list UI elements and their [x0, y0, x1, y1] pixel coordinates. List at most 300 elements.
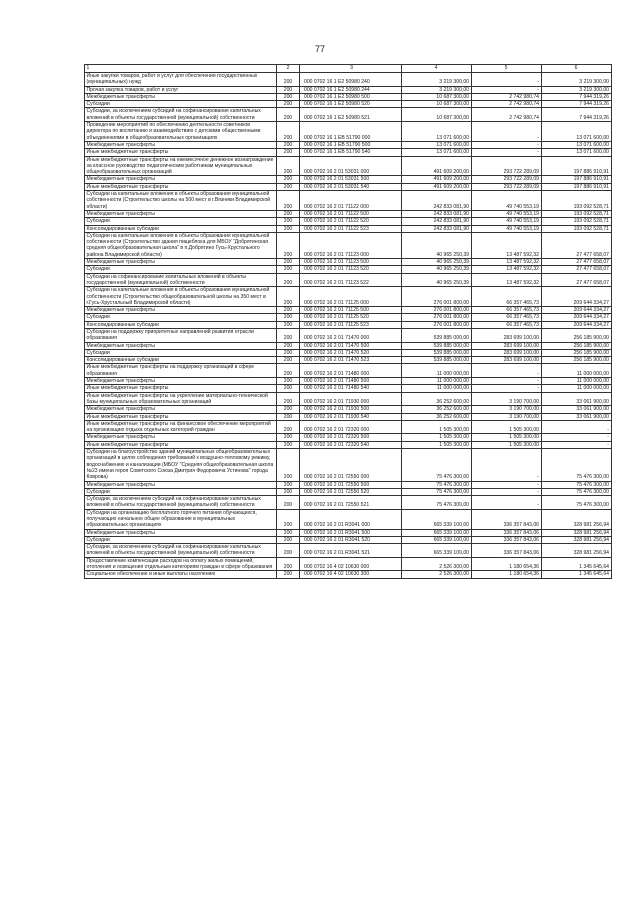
row-approved: 75 476 300,00: [401, 449, 471, 481]
row-name: Субсидии на софинансирование капитальных вложений в объекты государственной (муниципальной) собственности: [85, 273, 277, 287]
table-row: [85, 342, 612, 349]
table-row: [85, 210, 612, 217]
table-row: [85, 101, 612, 108]
row-executed: 1 505 300,00: [471, 441, 541, 448]
row-unexecuted: 193 092 528,71: [541, 218, 611, 225]
row-name: Межбюджетные трансферты: [85, 378, 277, 385]
row-kbk: 000 0702 16 2 01 72550 520: [300, 488, 402, 495]
row-name: Межбюджетные трансферты: [85, 406, 277, 413]
table-row: [85, 420, 612, 434]
row-kbk: 000 0702 16 2 01 71480 000: [300, 364, 402, 378]
row-code: 200: [277, 357, 300, 364]
row-kbk: 000 0702 16 2 01 R3041 000: [300, 509, 402, 529]
row-code: 200: [277, 149, 300, 156]
row-unexecuted: 7 944 319,26: [541, 101, 611, 108]
row-unexecuted: 328 981 256,94: [541, 536, 611, 543]
page-number: 77: [314, 44, 325, 54]
header-col-6: 6: [541, 65, 611, 73]
row-code: 200: [277, 314, 300, 321]
row-code: 200: [277, 413, 300, 420]
row-unexecuted: 75 476 300,00: [541, 449, 611, 481]
row-kbk: 000 0702 16 2 01 71123 520: [300, 266, 402, 273]
row-executed: 66 357 465,73: [471, 287, 541, 307]
row-approved: 665 339 100,00: [401, 509, 471, 529]
row-unexecuted: 1 345 645,64: [541, 557, 611, 571]
table-row: [85, 321, 612, 328]
row-unexecuted: 27 477 658,07: [541, 232, 611, 258]
row-kbk: 000 0702 16 1 E2 50980 240: [300, 73, 402, 87]
row-kbk: 000 0702 16 1 EB 51790 540: [300, 149, 402, 156]
row-approved: 539 885 000,00: [401, 342, 471, 349]
row-name: Межбюджетные трансферты: [85, 141, 277, 148]
row-kbk: 000 0702 16 4 02 10630 300: [300, 571, 402, 578]
row-name: Иные закупки товаров, работ и услуг для обеспечения государственных (муниципальных) нужд: [85, 73, 277, 87]
table-row: [85, 364, 612, 378]
table-header-row: [85, 65, 612, 73]
row-executed: 3 190 700,00: [471, 392, 541, 406]
row-approved: 11 000 000,00: [401, 385, 471, 392]
table-row: [85, 273, 612, 287]
row-executed: 283 699 100,00: [471, 342, 541, 349]
table-row: [85, 385, 612, 392]
row-executed: -: [471, 122, 541, 142]
row-code: 200: [277, 406, 300, 413]
row-code: 200: [277, 122, 300, 142]
row-approved: 1 505 300,00: [401, 434, 471, 441]
row-name: Межбюджетные трансферты: [85, 210, 277, 217]
row-kbk: 000 0702 16 2 01 71123 000: [300, 232, 402, 258]
row-name: Межбюджетные трансферты: [85, 481, 277, 488]
row-approved: 665 339 100,00: [401, 529, 471, 536]
table-row: [85, 544, 612, 558]
row-approved: 539 885 000,00: [401, 349, 471, 356]
row-code: 200: [277, 378, 300, 385]
row-code: 200: [277, 385, 300, 392]
row-approved: 539 885 000,00: [401, 328, 471, 342]
table-row: [85, 529, 612, 536]
row-unexecuted: -: [541, 420, 611, 434]
row-approved: 10 687 300,00: [401, 93, 471, 100]
row-kbk: 000 0702 16 1 E2 50980 520: [300, 101, 402, 108]
row-kbk: 000 0702 16 2 01 71480 540: [300, 385, 402, 392]
row-approved: 36 252 600,00: [401, 413, 471, 420]
row-name: Межбюджетные трансферты: [85, 176, 277, 183]
row-kbk: 000 0702 16 2 01 71930 540: [300, 413, 402, 420]
row-unexecuted: 75 476 300,00: [541, 496, 611, 510]
row-code: 200: [277, 557, 300, 571]
row-executed: 13 487 592,32: [471, 266, 541, 273]
row-code: 200: [277, 156, 300, 176]
header-col-5: 5: [471, 65, 541, 73]
table-row: [85, 434, 612, 441]
row-name: Предоставление компенсации расходов на оплату жилых помещений, отопления и освещения отдельным категориям граждан в сфере образования: [85, 557, 277, 571]
row-code: 200: [277, 481, 300, 488]
row-code: 200: [277, 342, 300, 349]
row-name: Межбюджетные трансферты: [85, 529, 277, 536]
row-approved: 3 219 300,00: [401, 73, 471, 87]
row-code: 200: [277, 266, 300, 273]
row-executed: -: [471, 488, 541, 495]
row-name: Проведение мероприятий по обеспечению деятельности советников директора по воспитанию и взаимодействию с детскими общественными объединениями в общеобразовательных организациях: [85, 122, 277, 142]
row-code: 200: [277, 93, 300, 100]
row-name: Иные межбюджетные трансферты на поддержку организаций в сфере образования: [85, 364, 277, 378]
row-approved: 1 505 300,00: [401, 420, 471, 434]
row-kbk: 000 0702 16 2 01 71122 520: [300, 218, 402, 225]
row-executed: 49 740 553,19: [471, 218, 541, 225]
row-approved: 242 833 081,90: [401, 218, 471, 225]
row-approved: 75 476 300,00: [401, 496, 471, 510]
row-code: 200: [277, 176, 300, 183]
row-code: 200: [277, 441, 300, 448]
row-unexecuted: 256 185 900,00: [541, 342, 611, 349]
row-unexecuted: 1 345 645,64: [541, 571, 611, 578]
row-executed: 336 357 843,06: [471, 509, 541, 529]
row-approved: 40 965 250,39: [401, 273, 471, 287]
row-unexecuted: 33 061 900,00: [541, 413, 611, 420]
table-row: [85, 349, 612, 356]
row-executed: 2 742 980,74: [471, 93, 541, 100]
row-name: Иные межбюджетные трансферты: [85, 385, 277, 392]
row-unexecuted: 7 944 319,26: [541, 108, 611, 122]
table-row: [85, 406, 612, 413]
row-approved: 10 687 300,00: [401, 108, 471, 122]
row-approved: 491 609 200,00: [401, 176, 471, 183]
row-executed: 66 357 465,73: [471, 307, 541, 314]
table-row: [85, 108, 612, 122]
row-approved: 242 833 081,90: [401, 225, 471, 232]
row-executed: 49 740 553,19: [471, 210, 541, 217]
row-name: Субсидии на благоустройство зданий муниципальных общеобразовательных организаций в целях соблюдения требований к воздушно-тепловому режиму, водоснабжению и канализации (МБОУ "Средняя общеобразовательная школа №23 имени героя Советского Союза Дмитрия Федоровича Устинова" города Коврова): [85, 449, 277, 481]
row-name: Субсидии: [85, 536, 277, 543]
row-approved: 491 609 200,00: [401, 183, 471, 190]
row-kbk: 000 0702 16 2 01 71470 000: [300, 328, 402, 342]
row-unexecuted: 256 185 900,00: [541, 357, 611, 364]
row-unexecuted: -: [541, 441, 611, 448]
row-name: Иные межбюджетные трансферты: [85, 183, 277, 190]
table-row: [85, 557, 612, 571]
row-unexecuted: 11 000 000,00: [541, 364, 611, 378]
row-approved: 11 000 000,00: [401, 378, 471, 385]
row-executed: -: [471, 364, 541, 378]
row-name: Межбюджетные трансферты: [85, 342, 277, 349]
row-code: 200: [277, 101, 300, 108]
row-code: 200: [277, 392, 300, 406]
row-unexecuted: 209 644 334,27: [541, 307, 611, 314]
row-name: Прочая закупка товаров, работ и услуг: [85, 86, 277, 93]
row-unexecuted: 7 944 319,26: [541, 93, 611, 100]
row-approved: 665 339 100,00: [401, 536, 471, 543]
budget-table: [84, 64, 612, 579]
row-kbk: 000 0702 16 2 01 72550 500: [300, 481, 402, 488]
row-kbk: 000 0702 16 2 01 R3041 521: [300, 544, 402, 558]
row-unexecuted: 328 981 256,94: [541, 529, 611, 536]
row-executed: 336 357 843,06: [471, 536, 541, 543]
row-approved: 539 885 000,00: [401, 357, 471, 364]
row-unexecuted: 27 477 658,07: [541, 266, 611, 273]
row-code: 200: [277, 420, 300, 434]
table-row: [85, 183, 612, 190]
row-executed: -: [471, 385, 541, 392]
row-executed: 2 742 980,74: [471, 101, 541, 108]
header-col-3: 3: [300, 65, 402, 73]
row-executed: 2 742 980,74: [471, 108, 541, 122]
row-executed: 66 357 465,73: [471, 321, 541, 328]
table-row: [85, 149, 612, 156]
row-code: 200: [277, 364, 300, 378]
row-approved: 2 526 300,00: [401, 557, 471, 571]
row-name: Субсидии: [85, 349, 277, 356]
row-name: Субсидии, за исключением субсидий на софинансирование капитальных вложений в объекты государственной (муниципальной) собственности: [85, 496, 277, 510]
row-approved: 13 071 600,00: [401, 141, 471, 148]
row-name: Иные межбюджетные трансферты: [85, 149, 277, 156]
row-executed: 293 722 289,09: [471, 156, 541, 176]
row-unexecuted: 13 071 600,00: [541, 122, 611, 142]
row-unexecuted: 27 477 658,07: [541, 259, 611, 266]
row-code: 200: [277, 218, 300, 225]
row-unexecuted: 3 219 300,00: [541, 86, 611, 93]
table-row: [85, 122, 612, 142]
row-executed: 3 190 700,00: [471, 413, 541, 420]
row-code: 200: [277, 328, 300, 342]
table-row: [85, 176, 612, 183]
row-name: Межбюджетные трансферты: [85, 259, 277, 266]
row-executed: -: [471, 73, 541, 87]
row-approved: 242 833 081,90: [401, 210, 471, 217]
row-code: 200: [277, 496, 300, 510]
row-kbk: 000 0702 16 2 01 72320 500: [300, 434, 402, 441]
row-executed: 1 180 654,36: [471, 557, 541, 571]
row-executed: -: [471, 449, 541, 481]
row-name: Субсидии на капитальные вложения в объекты образования муниципальной собственности (Строительство школы на 500 мест в г.Вязники Владимирской области): [85, 191, 277, 211]
row-name: Межбюджетные трансферты: [85, 434, 277, 441]
row-executed: 49 740 553,19: [471, 191, 541, 211]
row-code: 200: [277, 225, 300, 232]
row-kbk: 000 0702 16 2 01 71122 500: [300, 210, 402, 217]
row-kbk: 000 0702 16 2 01 72320 540: [300, 441, 402, 448]
row-executed: 336 357 843,06: [471, 544, 541, 558]
table-row: [85, 232, 612, 258]
row-kbk: 000 0702 16 4 02 10630 000: [300, 557, 402, 571]
table-row: [85, 449, 612, 481]
row-executed: 336 357 843,06: [471, 529, 541, 536]
row-unexecuted: 11 000 000,00: [541, 378, 611, 385]
row-approved: 36 252 600,00: [401, 406, 471, 413]
row-kbk: 000 0702 16 2 01 71930 000: [300, 392, 402, 406]
row-name: Иные межбюджетные трансферты на финансовое обеспечение мероприятий на организацию отдыха отдельных категорий граждан: [85, 420, 277, 434]
row-approved: 13 071 600,00: [401, 122, 471, 142]
row-executed: -: [471, 86, 541, 93]
row-executed: 293 722 289,09: [471, 183, 541, 190]
row-name: Иные межбюджетные трансферты: [85, 413, 277, 420]
row-name: Субсидии на капитальные вложения в объекты образования муниципальной собственности (Строительство общеобразовательной школы на 350 мест в г.Гусь-Хрустальный Владимирской области): [85, 287, 277, 307]
row-kbk: 000 0702 16 2 01 71125 500: [300, 307, 402, 314]
header-col-1: 1: [85, 65, 277, 73]
table-row: [85, 378, 612, 385]
row-executed: -: [471, 141, 541, 148]
row-code: 200: [277, 287, 300, 307]
row-kbk: 000 0702 16 2 01 72550 000: [300, 449, 402, 481]
row-kbk: 000 0702 16 2 01 71125 000: [300, 287, 402, 307]
row-code: 200: [277, 307, 300, 314]
row-kbk: 000 0702 16 2 01 71480 500: [300, 378, 402, 385]
row-unexecuted: 193 092 528,71: [541, 210, 611, 217]
table-row: [85, 156, 612, 176]
table-row: [85, 571, 612, 578]
row-name: Субсидии: [85, 266, 277, 273]
row-executed: 1 180 654,36: [471, 571, 541, 578]
row-executed: 66 357 465,73: [471, 314, 541, 321]
row-code: 200: [277, 529, 300, 536]
row-executed: 13 487 592,32: [471, 232, 541, 258]
row-name: Субсидии, за исключением субсидий на софинансирование капитальных вложений в объекты государственной (муниципальной) собственности: [85, 108, 277, 122]
row-name: Субсидии: [85, 314, 277, 321]
header-col-2: 2: [277, 65, 300, 73]
row-approved: 11 000 000,00: [401, 364, 471, 378]
row-unexecuted: 193 092 528,71: [541, 191, 611, 211]
row-code: 200: [277, 536, 300, 543]
row-approved: 40 965 250,39: [401, 232, 471, 258]
row-unexecuted: 209 644 334,27: [541, 314, 611, 321]
row-unexecuted: 209 644 334,27: [541, 321, 611, 328]
row-executed: -: [471, 149, 541, 156]
row-name: Межбюджетные трансферты: [85, 93, 277, 100]
row-code: 200: [277, 259, 300, 266]
row-approved: 40 965 250,39: [401, 266, 471, 273]
row-code: 200: [277, 434, 300, 441]
row-executed: 49 740 553,19: [471, 225, 541, 232]
table-row: [85, 392, 612, 406]
row-code: 200: [277, 191, 300, 211]
table-row: [85, 509, 612, 529]
row-kbk: 000 0702 16 2 01 71470 500: [300, 342, 402, 349]
row-approved: 491 609 200,00: [401, 156, 471, 176]
row-kbk: 000 0702 16 2 01 71125 520: [300, 314, 402, 321]
row-kbk: 000 0702 16 2 01 71470 523: [300, 357, 402, 364]
row-approved: 10 687 300,00: [401, 101, 471, 108]
row-kbk: 000 0702 16 1 E2 50980 244: [300, 86, 402, 93]
row-approved: 13 071 600,00: [401, 149, 471, 156]
row-approved: 36 252 600,00: [401, 392, 471, 406]
row-executed: -: [471, 496, 541, 510]
row-name: Субсидии: [85, 101, 277, 108]
table-row: [85, 218, 612, 225]
row-unexecuted: 256 185 900,00: [541, 349, 611, 356]
row-unexecuted: 11 000 000,00: [541, 385, 611, 392]
row-kbk: 000 0702 16 2 01 53031 000: [300, 156, 402, 176]
row-code: 200: [277, 509, 300, 529]
row-approved: 242 833 081,90: [401, 191, 471, 211]
row-code: 200: [277, 108, 300, 122]
row-kbk: 000 0702 16 2 01 72550 521: [300, 496, 402, 510]
row-kbk: 000 0702 16 2 01 53031 500: [300, 176, 402, 183]
table-row: [85, 536, 612, 543]
table-row: [85, 141, 612, 148]
table-row: [85, 191, 612, 211]
row-unexecuted: 328 981 256,94: [541, 544, 611, 558]
row-executed: 1 505 300,00: [471, 420, 541, 434]
row-name: Межбюджетные трансферты: [85, 307, 277, 314]
row-approved: 276 001 800,00: [401, 287, 471, 307]
row-kbk: 000 0702 16 2 01 71470 520: [300, 349, 402, 356]
table-row: [85, 413, 612, 420]
row-approved: 2 526 300,00: [401, 571, 471, 578]
row-code: 200: [277, 544, 300, 558]
row-name: Консолидированные субсидии: [85, 321, 277, 328]
row-executed: 13 487 592,32: [471, 273, 541, 287]
row-unexecuted: 13 071 600,00: [541, 141, 611, 148]
row-name: Иные межбюджетные трансферты на ежемесячное денежное вознаграждение за классное руководство педагогическим работникам муниципальных общеобразовательных организаций: [85, 156, 277, 176]
row-approved: 276 001 800,00: [401, 307, 471, 314]
row-approved: 75 476 300,00: [401, 481, 471, 488]
row-name: Субсидии на организацию бесплатного горячего питания обучающихся, получающих начальное общее образование в муниципальных образовательных организациях: [85, 509, 277, 529]
row-unexecuted: 13 071 600,00: [541, 149, 611, 156]
row-approved: 3 219 300,00: [401, 86, 471, 93]
table-row: [85, 488, 612, 495]
row-code: 200: [277, 210, 300, 217]
row-kbk: 000 0702 16 1 E2 50980 521: [300, 108, 402, 122]
row-kbk: 000 0702 16 2 01 R3041 520: [300, 536, 402, 543]
row-approved: 276 001 800,00: [401, 321, 471, 328]
row-name: Субсидии: [85, 218, 277, 225]
row-name: Иные межбюджетные трансферты на укрепление материально-технической базы муниципальных образовательных организаций: [85, 392, 277, 406]
row-unexecuted: 33 061 900,00: [541, 406, 611, 413]
row-executed: 283 699 100,00: [471, 349, 541, 356]
row-executed: 3 190 700,00: [471, 406, 541, 413]
row-executed: 283 699 100,00: [471, 328, 541, 342]
row-code: 200: [277, 321, 300, 328]
row-name: Субсидии, за исключением субсидий на софинансирование капитальных вложений в объекты государственной (муниципальной) собственности: [85, 544, 277, 558]
table-row: [85, 287, 612, 307]
row-unexecuted: 75 476 300,00: [541, 488, 611, 495]
row-executed: -: [471, 378, 541, 385]
row-unexecuted: 328 981 256,94: [541, 509, 611, 529]
table-row: [85, 86, 612, 93]
row-kbk: 000 0702 16 1 EB 51790 000: [300, 122, 402, 142]
row-approved: 75 476 300,00: [401, 488, 471, 495]
row-unexecuted: 193 092 528,71: [541, 225, 611, 232]
table-row: [85, 496, 612, 510]
row-executed: 293 722 289,09: [471, 176, 541, 183]
row-approved: 665 339 100,00: [401, 544, 471, 558]
row-name: Консолидированные субсидии: [85, 357, 277, 364]
row-code: 200: [277, 73, 300, 87]
row-kbk: 000 0702 16 2 01 71930 500: [300, 406, 402, 413]
row-code: 200: [277, 86, 300, 93]
row-unexecuted: 256 185 900,00: [541, 328, 611, 342]
row-code: 200: [277, 488, 300, 495]
row-kbk: 000 0702 16 2 01 71125 523: [300, 321, 402, 328]
row-code: 200: [277, 183, 300, 190]
row-kbk: 000 0702 16 2 01 71123 522: [300, 273, 402, 287]
row-name: Субсидии: [85, 488, 277, 495]
row-approved: 1 505 300,00: [401, 441, 471, 448]
row-code: 200: [277, 349, 300, 356]
row-unexecuted: 27 477 658,07: [541, 273, 611, 287]
table-row: [85, 259, 612, 266]
table-row: [85, 225, 612, 232]
row-kbk: 000 0702 16 2 01 71123 500: [300, 259, 402, 266]
row-unexecuted: 75 476 300,00: [541, 481, 611, 488]
row-kbk: 000 0702 16 2 01 53031 540: [300, 183, 402, 190]
row-kbk: 000 0702 16 2 01 72320 000: [300, 420, 402, 434]
table-row: [85, 73, 612, 87]
row-code: 200: [277, 232, 300, 258]
table-row: [85, 441, 612, 448]
row-executed: 283 699 100,00: [471, 357, 541, 364]
table-row: [85, 357, 612, 364]
row-unexecuted: 3 219 300,00: [541, 73, 611, 87]
row-unexecuted: 197 886 910,91: [541, 183, 611, 190]
